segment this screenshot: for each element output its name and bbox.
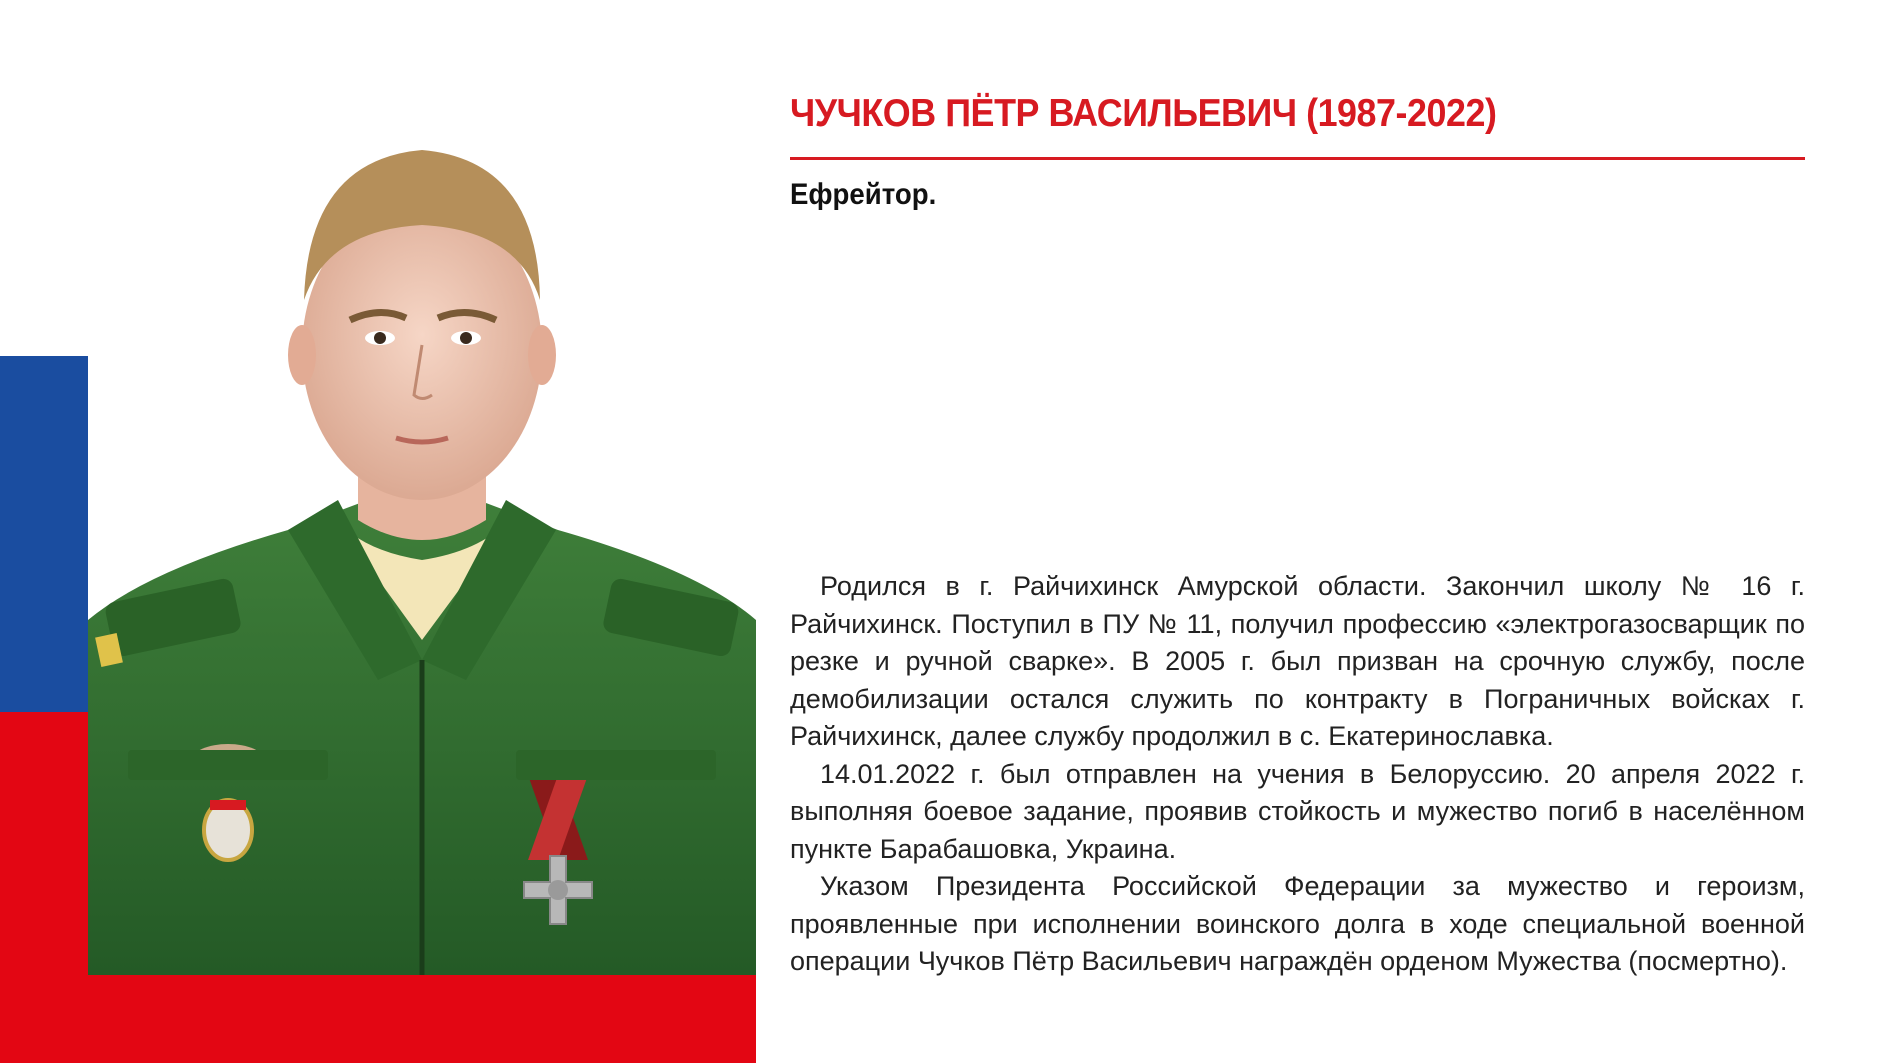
flag-stripe-blue bbox=[0, 356, 88, 712]
soldier-portrait bbox=[88, 120, 756, 975]
flag-stripe-red bbox=[0, 712, 88, 1063]
title-divider bbox=[790, 157, 1805, 160]
biography-paragraph: Указом Президента Российской Федерации за мужество и героизм, проявленные при исполнении воинского долга в ходе специальной военной операции Чучков Пётр Васильевич награждён орденом Мужества (посмертно). bbox=[790, 871, 1805, 976]
flag-stripe-red-bottom bbox=[88, 975, 756, 1063]
biography-paragraph: Родился в г. Райчихинск Амурской области. Закончил школу № 16 г. Райчихинск. Поступил в ПУ № 11, получил профессию «электрогазосварщик по резке и ручной сварке». В 2005 г. был призван на срочную службу, после демобилизации остался служить по контракту в Пограничных войсках г. Райчихинск, далее службу продолжил в с. Екатеринославка. bbox=[790, 571, 1805, 751]
biography-text bbox=[790, 568, 1805, 981]
person-name-title: ЧУЧКОВ ПЁТР ВАСИЛЬЕВИЧ (1987-2022) bbox=[790, 92, 1497, 135]
biography-paragraph: 14.01.2022 г. был отправлен на учения в Белоруссию. 20 апреля 2022 г. выполняя боевое задание, проявив стойкость и мужество погиб в населённом пункте Барабашовка, Украина. bbox=[790, 758, 1805, 864]
military-rank: Ефрейтор. bbox=[790, 178, 937, 211]
